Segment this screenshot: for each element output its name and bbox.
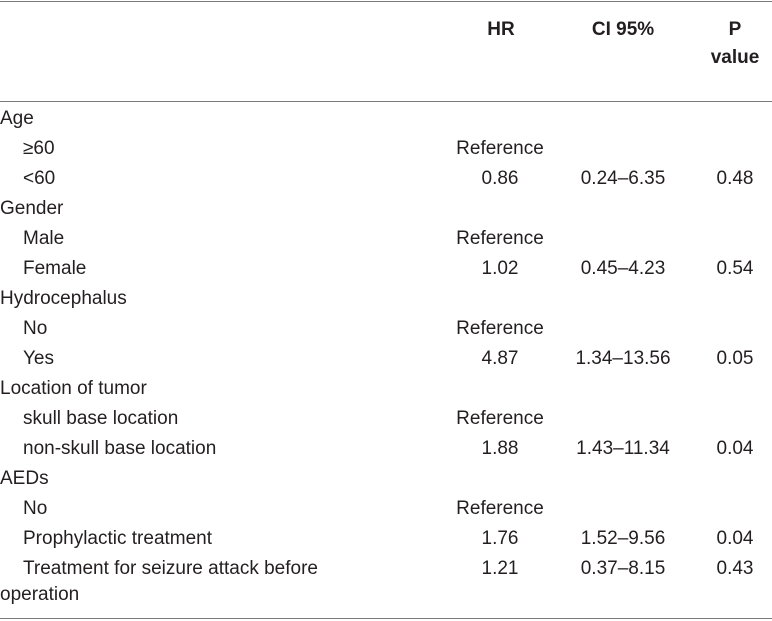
hr-cell: Reference [456, 498, 544, 519]
ci-cell: 1.34–13.56 [575, 348, 671, 369]
hr-cell: 0.86 [481, 168, 519, 189]
ci-cell: 0.37–8.15 [580, 558, 666, 579]
row-label: Location of tumor [0, 378, 147, 399]
row-label: AEDs [0, 468, 49, 489]
header-p-line1: P [728, 19, 742, 40]
ci-cell: 0.24–6.35 [580, 168, 666, 189]
row-label-continuation: operation [0, 584, 80, 605]
table-row [0, 404, 772, 434]
p-value-cell: 0.04 [716, 528, 754, 549]
table-row [0, 344, 772, 374]
table-row [0, 134, 772, 164]
p-value-cell: 0.54 [716, 258, 754, 279]
header-hr: HR [487, 19, 515, 40]
hr-cell: 4.87 [481, 348, 519, 369]
hr-cell: Reference [456, 408, 544, 429]
hr-cell: Reference [456, 318, 544, 339]
header-bottom-rule [0, 101, 772, 102]
table-group-row [0, 284, 772, 314]
p-value-cell: 0.43 [716, 558, 754, 579]
table-row [0, 494, 772, 524]
table-top-rule [0, 1, 772, 2]
p-value-cell: 0.05 [716, 348, 754, 369]
table-row [0, 434, 772, 464]
table-group-row [0, 464, 772, 494]
header-p-line2: value [710, 47, 760, 68]
row-label: ≥60 [23, 138, 55, 159]
hr-cell: 1.02 [481, 258, 519, 279]
ci-cell: 1.43–11.34 [576, 438, 670, 459]
table-row [0, 554, 772, 584]
row-label: Prophylactic treatment [23, 528, 213, 549]
table-group-row [0, 374, 772, 404]
hr-cell: 1.21 [481, 558, 519, 579]
p-value-cell: 0.04 [716, 438, 754, 459]
row-label: Age [0, 108, 34, 129]
header-ci: CI 95% [591, 19, 655, 40]
p-value-cell: 0.48 [716, 168, 754, 189]
header-p-value [700, 16, 770, 72]
table-row [0, 224, 772, 254]
row-label: Hydrocephalus [0, 288, 127, 309]
table-row [0, 164, 772, 194]
row-label: No [23, 318, 48, 339]
row-label: skull base location [23, 408, 179, 429]
ci-cell: 1.52–9.56 [580, 528, 666, 549]
row-label: No [23, 498, 48, 519]
row-label: Yes [23, 348, 54, 369]
hr-cell: Reference [456, 138, 544, 159]
table-bottom-rule [0, 618, 772, 619]
row-label: Gender [0, 198, 64, 219]
row-label: Female [23, 258, 87, 279]
table-row [0, 524, 772, 554]
ci-cell: 0.45–4.23 [580, 258, 666, 279]
hr-cell: 1.88 [481, 438, 519, 459]
hr-cell: 1.76 [481, 528, 519, 549]
row-label: non-skull base location [23, 438, 217, 459]
row-label: Treatment for seizure attack before [23, 558, 318, 579]
table-group-row [0, 104, 772, 134]
hr-cell: Reference [456, 228, 544, 249]
table-body [0, 104, 772, 584]
table-row [0, 314, 772, 344]
table-group-row [0, 194, 772, 224]
row-label: <60 [23, 168, 56, 189]
table-row [0, 254, 772, 284]
row-label: Male [23, 228, 65, 249]
